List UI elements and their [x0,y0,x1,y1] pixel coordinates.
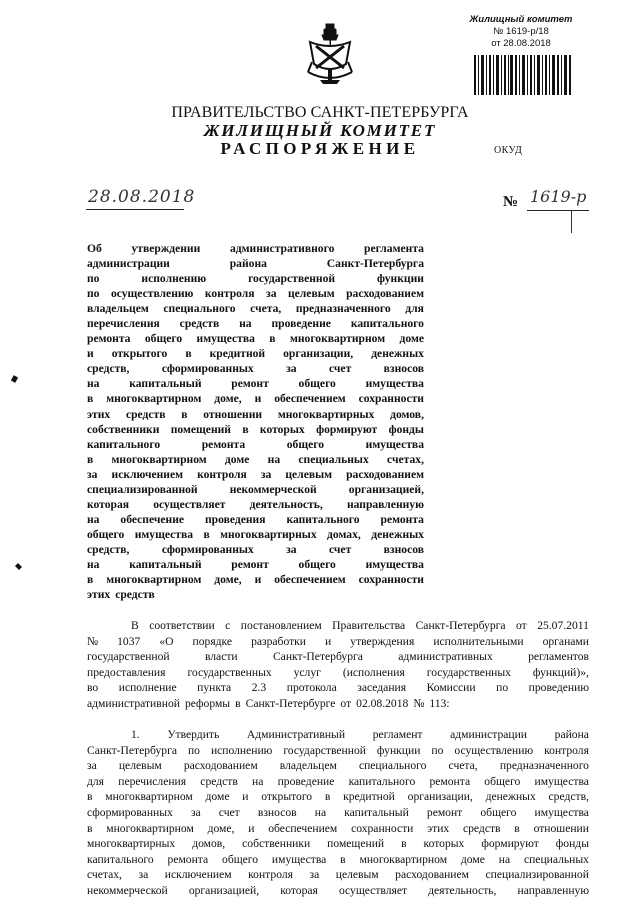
title-line: общего имущества в многоквартирных домах, денежных [87,527,424,541]
title-line: в многоквартирном доме, и обеспечением сохранности [87,573,424,587]
item-1-line: в многоквартирном доме и открытого в кредитной организации, денежных средств, [87,790,589,804]
preamble-line: № 1037 «О порядке разработки и утверждения исполнительными органами [87,634,589,648]
title-line: капитального ремонта общего имущества [87,437,424,451]
number-label: № [503,194,519,210]
title-line: владельцем специального счета, предназначенного для [87,302,424,316]
preamble-line: В соответствии с постановлением Правительства Санкт-Петербурга от 25.07.2011 [131,619,589,632]
item-1-line: счетах, за исключением контроля за целевым расходованием специализированной [87,868,589,882]
barcode [474,55,572,95]
preamble-line: государственной власти Санкт-Петербурга административных регламентов [87,650,589,664]
item-1-line: 1. Утвердить Административный регламент администрации района [131,728,589,741]
stamp-org: Жилищный комитет [469,14,573,25]
title-line: ремонта общего имущества в многоквартирном доме [87,332,424,346]
title-line: по исполнению государственной функции [87,272,424,286]
item-1-line: Санкт-Петербурга по исполнению государственной функции по осуществлению контроля [87,743,589,757]
number-underline [527,210,589,211]
title-line: на капитальный ремонт общего имущества [87,377,424,391]
coat-of-arms-icon [302,22,358,86]
title-line: средств, сформированных за счет взносов [87,542,424,556]
title-line: этих средств [87,588,155,602]
title-line: которая осуществляет деятельность, направленную [87,497,424,511]
title-line: за исключением контроля за целевым расходованием [87,467,424,481]
handwritten-date: 28.08.2018 [88,187,196,207]
margin-mark [15,563,22,570]
document-type-heading: РАСПОРЯЖЕНИЕ [220,139,420,158]
item-1-line: за целевым расходованием владельцем специального счета, предназначенного [87,759,589,773]
preamble-line: административной реформы в Санкт-Петербурге от 02.08.2018 № 113: [87,697,450,710]
title-line: в многоквартирном доме, и обеспечением сохранности [87,392,424,406]
stamp-date: от 28.08.2018 [491,38,551,49]
title-line: в многоквартирном доме на специальных счетах, [87,452,424,466]
document-title [87,241,424,602]
preamble-line: во исполнение пункта 2.3 протокола заседания Комиссии по проведению [87,681,589,695]
title-line: и открытого в кредитной организации, денежных [87,347,424,361]
preamble-line: предоставления государственных услуг (исполнения государственных функций)», [87,665,589,679]
title-line: этих средств в отношении многоквартирных домов, [87,407,424,421]
title-line: средств, сформированных за счет взносов [87,362,424,376]
item-1-line: в многоквартирном доме, и обеспечением сохранности этих средств в отношении [87,821,589,835]
date-underline [86,209,184,210]
title-line: на обеспечение проведения капитального ремонта [87,512,424,526]
item-1-line: капитального ремонта общего имущества в многоквартирном доме на специальных [87,852,589,866]
handwritten-number: 1619-р [530,187,587,206]
number-tick-mark [571,211,572,233]
committee-heading: ЖИЛИЩНЫЙ КОМИТЕТ [203,121,437,140]
title-line: администрации района Санкт-Петербурга [87,257,424,271]
title-line: на капитальный ремонт общего имущества [87,557,424,571]
item-1-line: для перечисления средств на проведение капитального ремонта общего имущества [87,774,589,788]
title-line: собственники помещений в которых формируют фонды [87,422,424,436]
registration-stamp [456,14,586,50]
item-1-line: многоквартирных домов, собственники помещений в которых формируют фонды [87,837,589,851]
title-line: перечисления средств на проведение капитального [87,317,424,331]
government-heading: ПРАВИТЕЛЬСТВО САНКТ-ПЕТЕРБУРГА [171,104,469,121]
stamp-number: № 1619-р/18 [493,26,549,37]
item-1-line: сформированных за счет взносов на капитальный ремонт общего имущества [87,806,589,819]
title-line: Об утверждении административного регламента [87,242,424,255]
okud-label: ОКУД [494,145,523,156]
item-1-line: некоммерческой организацией, которая осуществляет деятельность, направленную [87,884,589,897]
title-line: специализированной некоммерческой организацией, [87,482,424,496]
title-line: по осуществлению контроля за целевым расходованием [87,287,424,301]
margin-mark [11,375,18,383]
